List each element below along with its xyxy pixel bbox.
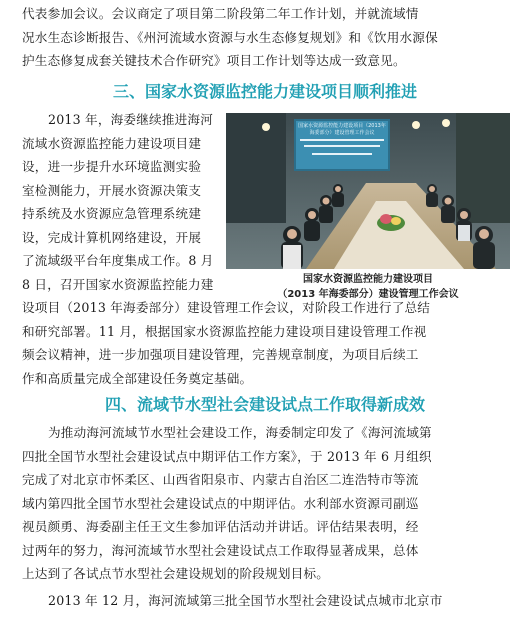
text-line: 况水生态诊断报告、《州河流域水资源与水生态修复规划》和《饮用水源保 [22,29,438,45]
text-line: 为推动海河流域节水型社会建设工作，海委制定印发了《海河流域第 [48,425,432,440]
meeting-photo [226,113,510,269]
text-line: 持系统及水资源应急管理系统建 [22,206,202,221]
text-line: 2013 年，海委继续推进海河 [48,112,213,127]
text-line: 流域水资源监控能力建设项目建 [22,135,202,151]
caption-line: 国家水资源监控能力建设项目 [303,274,433,285]
text-line: 设项目（2013 年海委部分）建设管理工作会议，对阶段工作进行了总结 [22,300,431,315]
text-line: 了流域级平台年度集成工作。8 月 [22,253,214,268]
text-line: 室检测能力，开展水资源决策支 [22,182,202,198]
text-line: 护生态修复成套关键技术合作研究》项目工作计划等达成一致意见。 [22,53,406,68]
text-line: 作和高质量完成全部建设任务奠定基础。 [22,370,253,386]
section-4-paragraph-2 [22,589,508,613]
text-line: 设，完成计算机网络建设，开展 [22,229,202,245]
section-3-heading: 三、国家水资源监控能力建设项目顺利推进 [112,82,417,101]
text-line: 频会议精神，进一步加强项目建设管理，完善规章制度，为项目后续工 [22,347,419,362]
caption-line: （2013 年海委部分）建设管理工作会议 [277,289,459,300]
intro-paragraph [22,2,508,73]
text-line: 设，进一步提升水环境监测实验 [22,159,202,174]
text-line: 8 日，召开国家水资源监控能力建 [22,276,214,292]
text-line: 代表参加会议。会议商定了项目第二阶段第二年工作计划，并就流域情 [22,6,419,21]
section-4-paragraph [22,421,508,586]
text-line: 完成了对北京市怀柔区、山西省阳泉市、内蒙古自治区二连浩特市等流 [22,472,419,487]
section-3-paragraph-wrap [22,108,218,296]
text-line: 视员颜勇、海委副主任王文生参加评估活动并讲话。评估结果表明，经 [22,519,419,534]
text-line: 2013 年 12 月，海河流域第三批全国节水型社会建设试点城市北京市 [48,593,443,608]
section-4-heading: 四、流域节水型社会建设试点工作取得新成效 [104,395,425,414]
section-3-paragraph-full [22,296,508,390]
text-line: 四批全国节水型社会建设试点中期评估工作方案》，于 2013 年 6 月组织 [22,448,432,464]
photo-banner-text: 国家水资源监控能力建设项目（2013年海委部分）建设管理工作会议 [298,123,386,136]
text-line: 上达到了各试点节水型社会建设规划的阶段规划目标。 [22,566,330,581]
text-line: 过两年的努力，海河流域节水型社会建设试点工作取得显著成果，总体 [22,542,419,558]
text-line: 域内第四批全国节水型社会建设试点的中期评估。水利部水资源司副巡 [22,495,419,511]
text-line: 和研究部署。11 月，根据国家水资源监控能力建设项目建设管理工作视 [22,323,427,339]
